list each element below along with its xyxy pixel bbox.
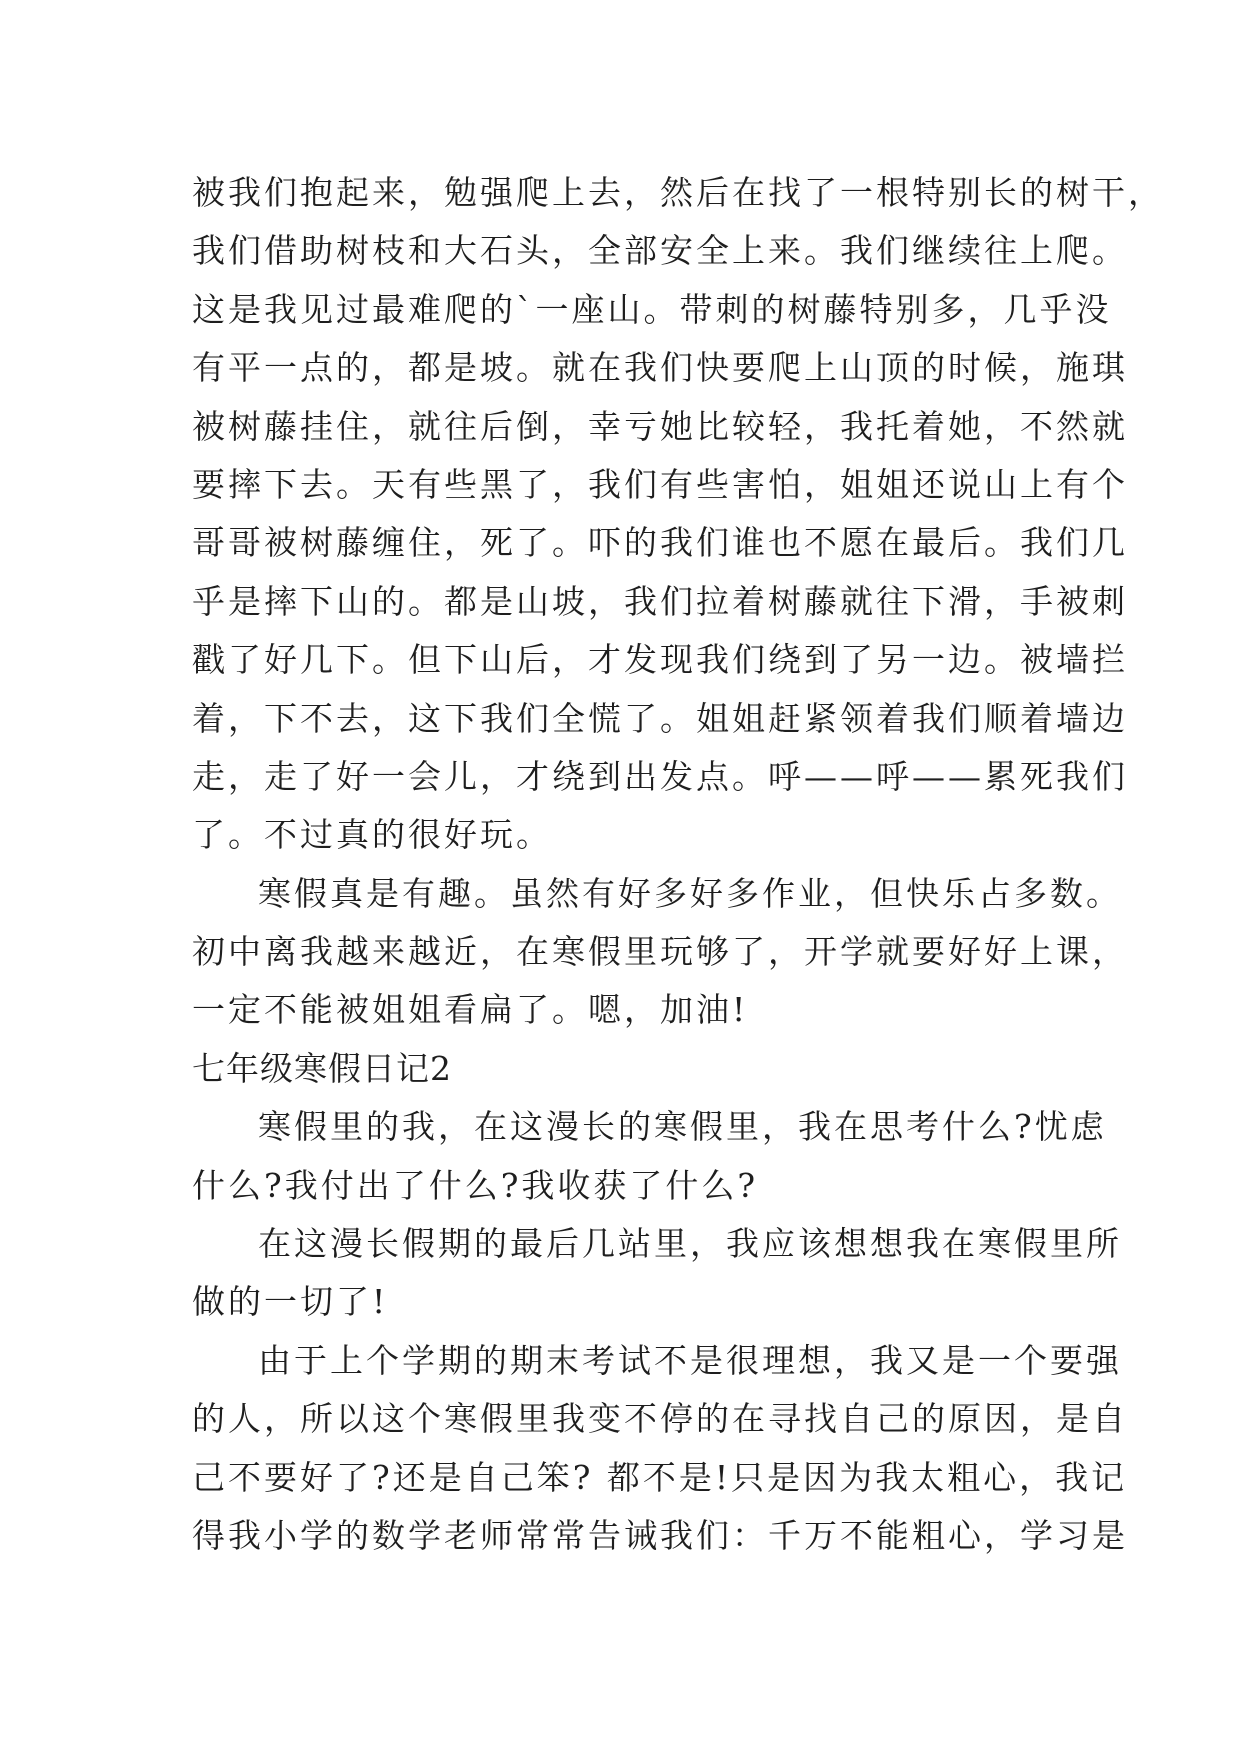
text-line: 一定不能被姐姐看扁了。嗯，加油! xyxy=(192,990,749,1030)
text-line: 初中离我越来越近，在寒假里玩够了，开学就要好好上课， xyxy=(192,932,1128,972)
paragraph-start-line: 寒假真是有趣。虽然有好多好多作业，但快乐占多数。 xyxy=(258,873,1122,913)
text-line: 了。不过真的很好玩。 xyxy=(192,815,552,855)
paragraph-start-line: 在这漫长假期的最后几站里，我应该想想我在寒假里所 xyxy=(258,1224,1122,1264)
paragraph-start-line: 寒假里的我，在这漫长的寒假里，我在思考什么?忧虑 xyxy=(258,1107,1107,1147)
text-line: 戳了好几下。但下山后，才发现我们绕到了另一边。被墙拦 xyxy=(192,640,1128,680)
text-line: 己不要好了?还是自己笨? 都不是!只是因为我太粗心，我记 xyxy=(192,1457,1128,1497)
text-line: 被我们抱起来，勉强爬上去，然后在找了一根特别长的树干， xyxy=(192,173,1164,212)
text-line: 我们借助树枝和大石头，全部安全上来。我们继续往上爬。 xyxy=(192,231,1128,271)
text-line: 这是我见过最难爬的`一座山。带刺的树藤特别多，几乎没 xyxy=(192,289,1112,329)
section-title: 七年级寒假日记2 xyxy=(192,1048,452,1088)
text-line: 要摔下去。天有些黑了，我们有些害怕，姐姐还说山上有个 xyxy=(192,464,1128,504)
text-line: 着，下不去，这下我们全慌了。姐姐赶紧领着我们顺着墙边 xyxy=(192,698,1128,738)
paragraph-start-line: 由于上个学期的期末考试不是很理想，我又是一个要强 xyxy=(258,1340,1122,1380)
text-line: 哥哥被树藤缠住，死了。吓的我们谁也不愿在最后。我们几 xyxy=(192,523,1128,563)
text-line: 被树藤挂住，就往后倒，幸亏她比较轻，我托着她，不然就 xyxy=(192,406,1128,446)
text-line: 走，走了好一会儿，才绕到出发点。呼——呼——累死我们 xyxy=(192,756,1128,796)
text-line: 做的一切了! xyxy=(192,1282,389,1322)
text-line: 乎是摔下山的。都是山坡，我们拉着树藤就往下滑，手被刺 xyxy=(192,581,1128,621)
text-line: 什么?我付出了什么?我收获了什么? xyxy=(192,1165,759,1205)
text-line: 的人，所以这个寒假里我变不停的在寻找自己的原因，是自 xyxy=(192,1399,1128,1439)
text-line: 有平一点的，都是坡。就在我们快要爬上山顶的时候，施琪 xyxy=(192,348,1128,388)
document-body xyxy=(192,164,1164,1565)
text-line: 得我小学的数学老师常常告诫我们：千万不能粗心，学习是 xyxy=(192,1515,1128,1555)
